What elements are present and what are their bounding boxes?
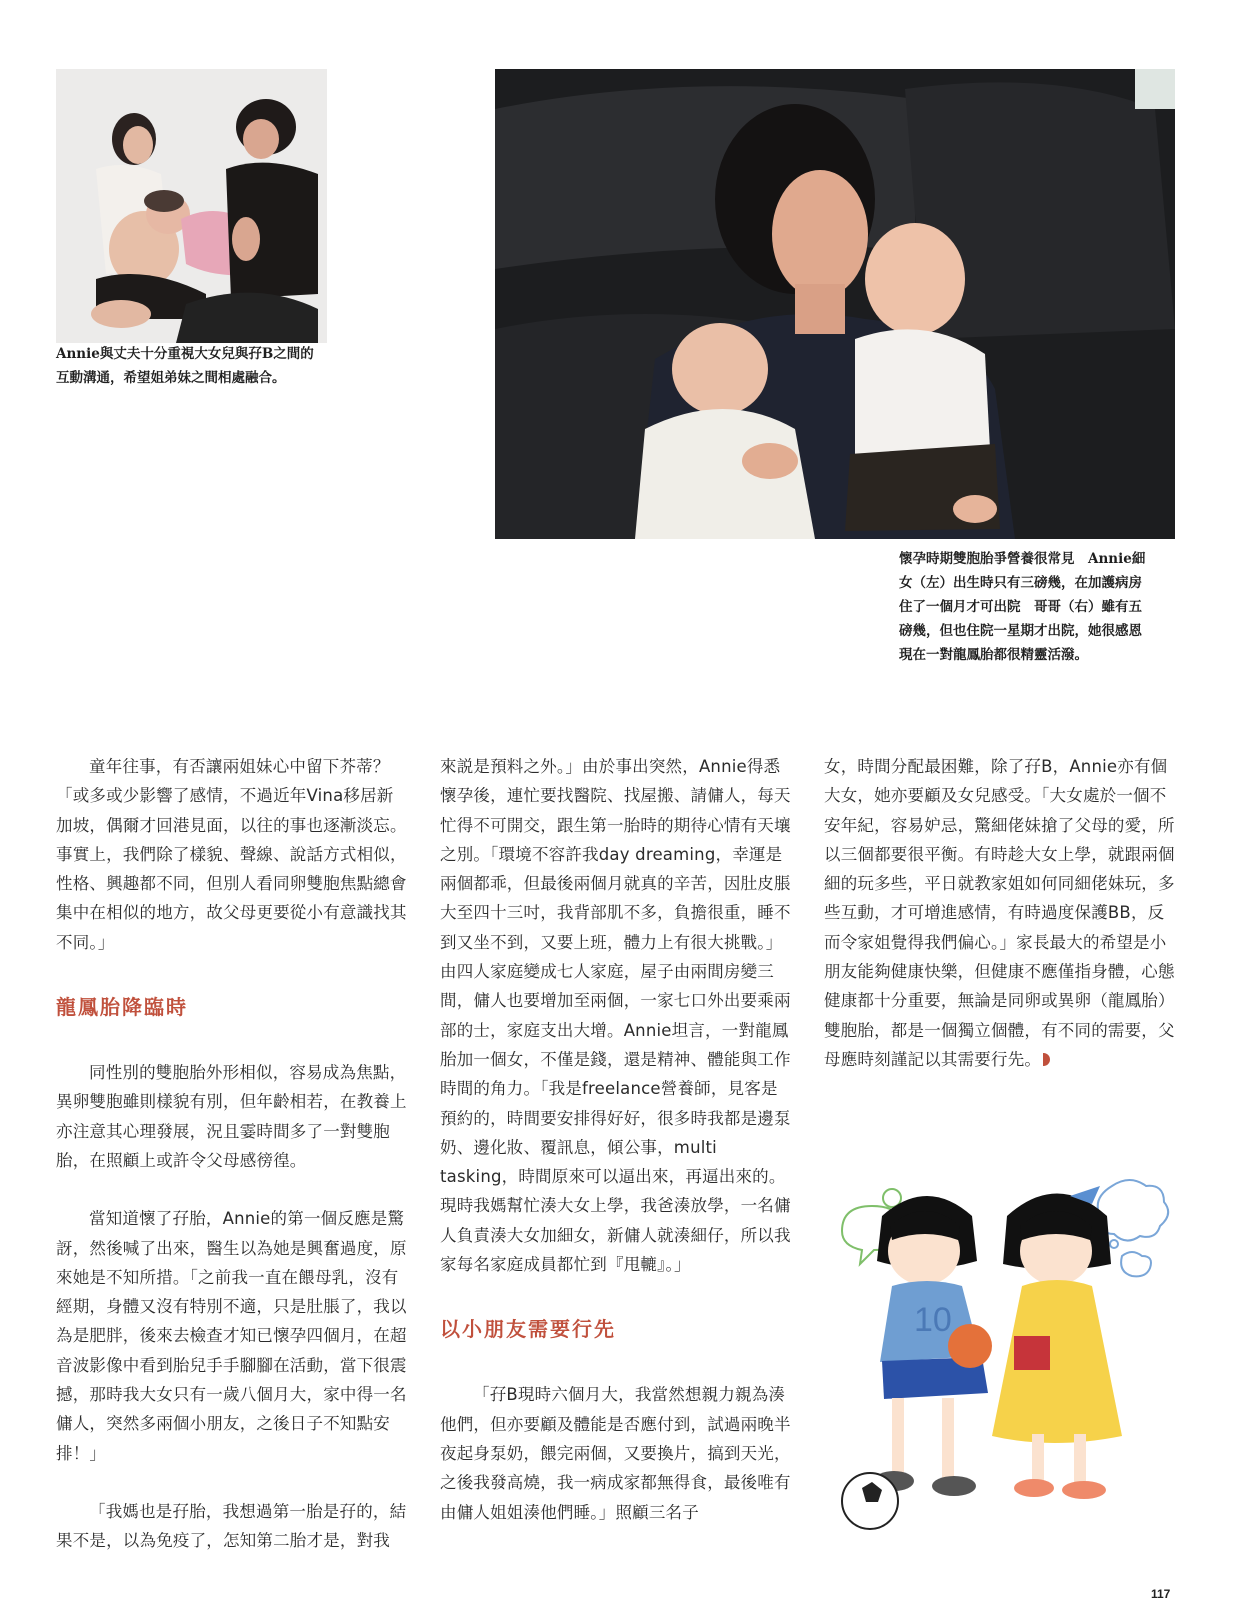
paragraph: 同性別的雙胞胎外形相似，容易成為焦點，異卵雙胞雖則樣貌有別，但年齡相若，在教養上亦注意其心理發展，況且霎時間多了一對雙胞胎，在照顧上或許令父母感徬徨。: [56, 1063, 407, 1170]
page-number: 117: [1151, 1587, 1171, 1601]
article-column-1: [56, 752, 408, 1556]
twins-illustration-drawing: [822, 1176, 1184, 1546]
paragraph-with-end-mark: [824, 752, 1176, 1074]
caption-line: Annie與丈夫十分重視大女兒與孖B之間的: [56, 346, 314, 362]
twins-illustration: [822, 1176, 1184, 1546]
caption-line: 現在一對龍鳳胎都很精靈活潑。: [899, 647, 1088, 663]
section-heading: 以小朋友需要行先: [440, 1317, 616, 1342]
article-column-3: [824, 752, 1176, 1074]
family-photo: [56, 69, 327, 343]
family-photo-caption: [56, 342, 346, 390]
paragraph: 女，時間分配最困難，除了孖B，Annie亦有個大女，她亦要顧及女兒感受。「大女處於一個不安年紀，容易妒忌，驚細佬妹搶了父母的愛，所以三個都要很平衡。有時趁大女上學，就跟兩個細的玩多些，平日就教家姐如何同細佬妹玩，多些互動，才可增進感情，有時過度保護BB，反而令家姐覺得我們偏心。」家長最大的希望是小朋友能夠健康快樂，但健康不應僅指身體，心態健康都十分重要，無論是同卵或異卵（龍鳳胎）雙胞胎，都是一個獨立個體，有不同的需要，父母應時刻謹記以其需要行先。: [824, 757, 1175, 1069]
paragraph: 「孖B現時六個月大，我當然想親力親為湊他們，但亦要顧及體能是否應付到，試過兩晚半夜起身泵奶，餵完兩個，又要換片，搞到天光，之後我發高燒，我一病成家都無得食，最後唯有由傭人姐姐湊他們睡。」照顧三名子: [440, 1385, 791, 1522]
twins-photo-drawing: [495, 69, 1175, 539]
caption-line: 互動溝通，希望姐弟妹之間相處融合。: [56, 370, 286, 386]
paragraph: 「我媽也是孖胎，我想過第一胎是孖的，結果不是，以為免疫了，怎知第二胎才是，對我: [56, 1501, 407, 1551]
caption-line: 懷孕時期雙胞胎爭營養很常見 Annie細: [899, 551, 1146, 567]
family-photo-drawing: [56, 69, 327, 343]
caption-line: 住了一個月才可出院 哥哥（右）雖有五: [899, 599, 1142, 615]
caption-line: 磅幾，但也住院一星期才出院，她很感恩: [899, 623, 1142, 639]
twins-photo-caption: [899, 547, 1184, 667]
caption-line: 女（左）出生時只有三磅幾，在加護病房: [899, 575, 1142, 591]
article-column-2: [440, 752, 792, 1527]
section-heading: 龍鳳胎降臨時: [56, 995, 188, 1020]
twins-photo: [495, 69, 1175, 539]
paragraph: 來説是預料之外。」由於事出突然，Annie得悉懷孕後，連忙要找醫院、找屋搬、請傭人，每天忙得不可開交，跟生第一胎時的期待心情有天壤之別。「環境不容許我day dreaming，幸運是兩個都乖，但最後兩個月就真的辛苦，因肚皮脹大至四十三吋，我背部肌不多，負擔很重，睡不到又坐不到，又要上班，體力上有很大挑戰。」由四人家庭變成七人家庭，屋子由兩間房變三間，傭人也要增加至兩個，一家七口外出要乘兩部的士，家庭支出大增。Annie坦言，一對龍鳳胎加一個女，不僅是錢，還是精神、體能與工作時間的角力。「我是freelance營養師，見客是預約的，時間要安排得好好，很多時我都是邊泵奶、邊化妝、覆訊息，傾公事，multi tasking，時間原來可以逼出來，再逼出來的。現時我媽幫忙湊大女上學，我爸湊放學，一名傭人負責湊大女加細女，新傭人就湊細仔，所以我家每名家庭成員都忙到『甩轆』。」: [440, 757, 791, 1275]
end-mark-icon: [1043, 1053, 1050, 1066]
jersey-number: 10: [914, 1301, 952, 1339]
paragraph: 童年往事，有否讓兩姐妹心中留下芥蒂？「或多或少影響了感情，不過近年Vina移居新加坡，偶爾才回港見面，以往的事也逐漸淡忘。事實上，我們除了樣貌、聲線、說話方式相似，性格、興趣都不同，但別人看同卵雙胞焦點總會集中在相似的地方，故父母更要從小有意識找其不同。」: [56, 757, 407, 952]
paragraph: 當知道懷了孖胎，Annie的第一個反應是驚訝，然後喊了出來，醫生以為她是興奮過度，原來她是不知所措。「之前我一直在餵母乳，沒有經期，身體又沒有特別不適，只是肚脹了，我以為是肥胖，後來去檢查才知已懷孕四個月，在超音波影像中看到胎兒手手腳腳在活動，當下很震撼，那時我大女只有一歲八個月大，家中得一名傭人，突然多兩個小朋友，之後日子不知點安排！」: [56, 1209, 407, 1463]
